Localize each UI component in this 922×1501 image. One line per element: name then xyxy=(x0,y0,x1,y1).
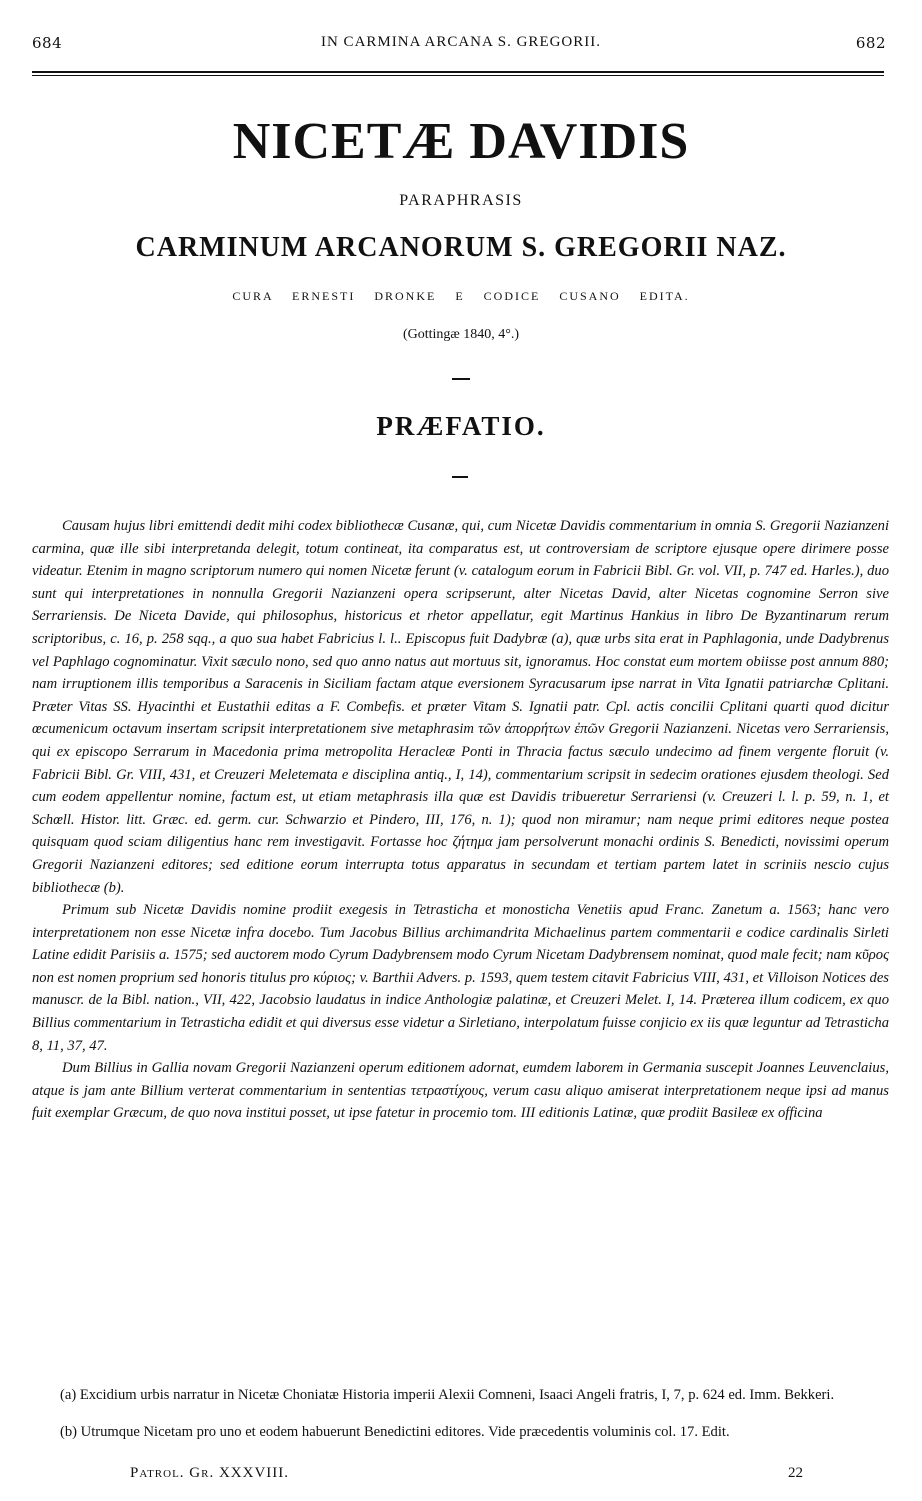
running-title: IN CARMINA ARCANA S. GREGORII. xyxy=(320,34,602,50)
editor-line: CURA ERNESTI DRONKE E CODICE CUSANO EDITA. xyxy=(232,289,690,303)
paragraph: Causam hujus libri emittendi dedit mihi codex bibliothecæ Cusanæ, qui, cum Nicetæ Davidis commentarium in omnia S. Gregorii Nazianzeni carmina, quæ ille sibi interpretanda delegit, totum contineat, ita comparatus est, ut controversiam de scriptore ejusque opere dirimere posse videatur. Etenim in magno scriptorum numero qui nomen Nicetæ ferunt (v. catalogum eorum in Fabricii Bibl. Gr. vol. VII, p. 747 ed. Harles.), duo sunt qui interpretationes in nonnulla Gregorii Nazianzeni opera scripserunt, alter Nicetas David, alter Nicetas cognomine Serron sive Serrariensis. De Niceta Davide, qui philosophus, historicus et rhetor appellatur, egit Martinus Hankius in libro De Byzantinarum rerum scriptoribus, c. 16, p. 258 sqq., a quo sua habet Fabricius l. l.. Episcopus fuit Dadybræ (a), quæ urbs sita erat in Paphlagonia, unde Dadybrenus vel Paphlago cognominatur. Vixit sæculo nono, sed quo anno natus aut mortuus sit, ignoramus. Hoc constat eum mortem obiisse post annum 880; nam irruptionem illis temporibus a Saracenis in Siciliam factam atque eversionem Syracusarum ipse narrat in Vita Ignatii patriarchæ Cplitani. Præter Vitas SS. Hyacinthi et Eustathii editas a F. Combefis. et præter Vitam S. Ignatii patr. Cpl. actis concilii Cplitani quarti quod dicitur œcumenicum octavum insertam scripsit interpretationem sive metaphrasim τῶν ἀπορρήτων ἐπῶν Gregorii Nazianzeni. Nicetas vero Serrariensis, qui ex episcopo Serrarum in Macedonia prima metropolita Heracleæ Ponti in Thracia factus sæculo undecimo ad finem vergente floruit (v. Fabricii Bibl. Gr. VIII, 431, et Creuzeri Meletemata e disciplina antiq., I, 14), commentarium scripsit in sedecim orationes ejusdem theologi. Sed cum eodem appellentur nomine, factum est, ut etiam metaphrasis illa quæ est Davidis tribueretur Serrariensi (v. Creuzeri l. l. p. 59, n. 1, et Schœll. Histor. litt. Græc. ed. germ. cur. Schwarzio et Pindero, III, 176, n. 1); quod non miramur; nam neque primi editores neque postea quisquam quod sciam diligentius hanc rem investigavit. Fortasse hoc ζήτημα jam persolverunt monachi ordinis S. Benedicti, novissimi operum Gregorii Nazianzeni editores; sed editione eorum interrupta totus apparatus in secundam et tertiam partem latet in scriniis nescio cujus bibliothecæ (b). xyxy=(32,518,889,896)
footer-series: Patrol. Gr. XXXVIII. xyxy=(130,1465,290,1481)
header-rule-thin xyxy=(32,75,884,76)
body-text xyxy=(32,515,889,1125)
divider-dash xyxy=(452,378,470,380)
work-title: CARMINUM ARCANORUM S. GREGORII NAZ. xyxy=(135,232,787,263)
header-rule-thick xyxy=(32,71,884,73)
imprint-line: (Gottingæ 1840, 4°.) xyxy=(402,327,520,342)
section-heading: PRÆFATIO. xyxy=(376,411,546,441)
footer-signature: 22 xyxy=(788,1465,803,1481)
page-number-right: 682 xyxy=(855,34,886,52)
paragraph: Primum sub Nicetæ Davidis nomine prodiit exegesis in Tetrasticha et monosticha Venetiis apud Franc. Zanetum a. 1563; hanc vero interpretationem non esse Nicetæ infra docebo. Tum Jacobus Billius archimandrita Michaelinus partem commentarii e codice cardinalis Sirleti Latine edidit Parisiis a. 1575; sed auctorem modo Cyrum Dadybrensem modo Cyrum Nicetam Dadybrensem nominat, quod male fecit; nam κῦρος non est nomen proprium sed honoris titulus pro κύριος; v. Barthii Advers. p. 1593, quem testem citavit Fabricius VIII, 431, et Villoison Notices des manuscr. de la Bibl. nation., VII, 422, Jacobsio laudatus in indice Anthologiæ palatinæ, et Creuzeri Melet. I, 14. Præterea illum codicem, ex quo Billius commentarium in Tetrasticha edidit et qui diversus esse videtur a Sirletiano, interpolatum fuisse conjicio ex iis quæ leguntur ad Tetrasticha 8, 11, 37, 47. xyxy=(32,902,889,1054)
subtitle: PARAPHRASIS xyxy=(399,192,523,209)
page-number-left: 684 xyxy=(32,34,63,52)
divider-dash xyxy=(452,476,468,478)
paragraph: Dum Billius in Gallia novam Gregorii Nazianzeni operum editionem adornat, eumdem laborem in Germania suscepit Joannes Leuvenclaius, atque is jam ante Billium verterat commentarium in sententias τετραστίχους, verum casu aliquo amiserat interpretationem neque ipsi ad manus fuit exemplar Græcum, de quo nova institui posset, ut ipse fatetur in procemio tom. III editionis Latinæ, quæ prodiit Basileæ ex officina xyxy=(32,1060,889,1122)
main-title: NICETÆ DAVIDIS xyxy=(232,113,690,170)
footnote-b: (b) Utrumque Nicetam pro uno et eodem habuerunt Benedictini editores. Vide præcedentis voluminis col. 17. Edit. xyxy=(60,1424,730,1440)
footnote-a: (a) Excidium urbis narratur in Nicetæ Choniatæ Historia imperii Alexii Comneni, Isaaci Angeli fratris, I, 7, p. 624 ed. Imm. Bekkeri. xyxy=(60,1387,835,1403)
